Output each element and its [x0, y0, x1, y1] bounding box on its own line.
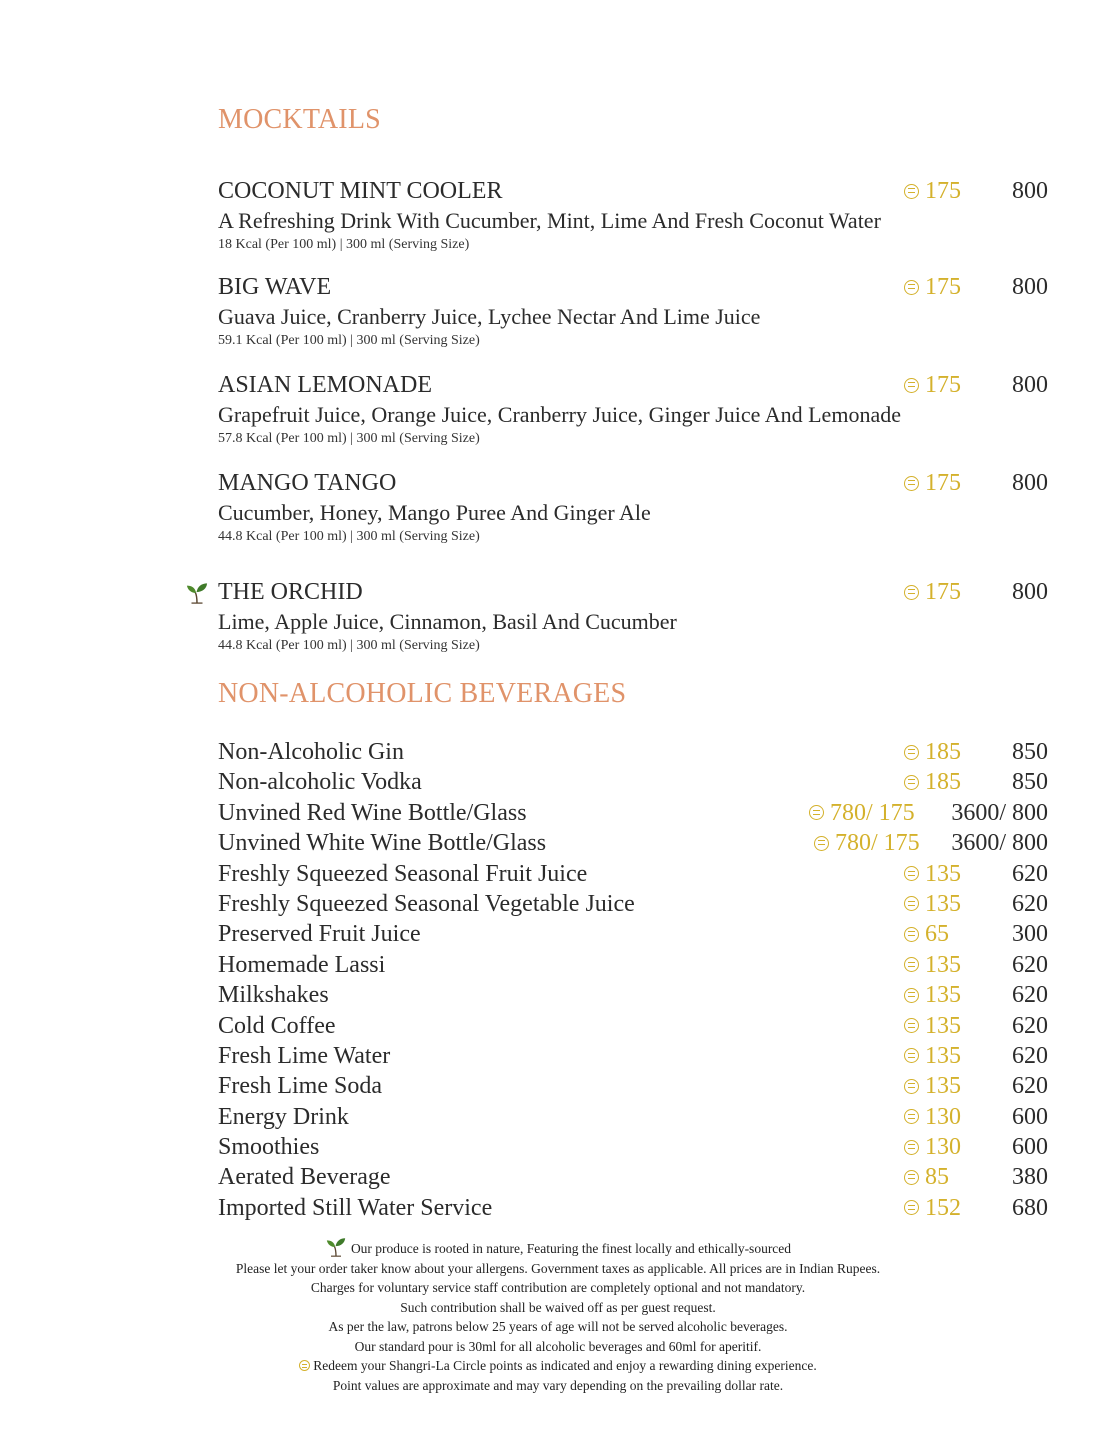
item-name: Non-alcoholic Vodka	[218, 769, 422, 796]
item-description: Cucumber, Honey, Mango Puree And Ginger Ale	[218, 500, 651, 525]
coin-icon	[904, 1140, 919, 1155]
item-description: A Refreshing Drink With Cucumber, Mint, Lime And Fresh Coconut Water	[218, 208, 881, 233]
item-name: Fresh Lime Soda	[218, 1073, 382, 1100]
item-points: 135	[904, 889, 961, 919]
item-name: Freshly Squeezed Seasonal Vegetable Juice	[218, 890, 635, 917]
coin-icon	[904, 1079, 919, 1094]
section-title-non-alcoholic-beverages: NON-ALCOHOLIC BEVERAGES	[218, 678, 627, 709]
coin-icon	[299, 1360, 310, 1371]
item-name: Milkshakes	[218, 982, 329, 1009]
coin-icon	[904, 745, 919, 760]
leaf-sprout-icon	[186, 582, 208, 604]
footer-pour: Our standard pour is 30ml for all alcoholic beverages and 60ml for aperitif.	[354, 1338, 762, 1354]
coin-icon	[904, 280, 919, 295]
list-item	[218, 950, 1048, 980]
item-price: 620	[1012, 1042, 1048, 1069]
list-item	[218, 980, 1048, 1010]
coin-icon	[904, 1170, 919, 1185]
item-points: 135	[904, 950, 961, 980]
leaf-sprout-icon	[325, 1237, 347, 1257]
item-name: Unvined White Wine Bottle/Glass	[218, 830, 547, 857]
coin-icon	[904, 476, 919, 491]
coin-icon	[904, 184, 919, 199]
item-points: 135	[904, 1041, 961, 1071]
menu-item	[218, 468, 1048, 546]
item-points: 175	[904, 468, 961, 498]
item-price: 850	[1012, 739, 1048, 765]
item-name: THE ORCHID	[218, 579, 363, 605]
item-description: Grapefruit Juice, Orange Juice, Cranberry Juice, Ginger Juice And Lemonade	[218, 402, 901, 427]
footer-allergens: Please let your order taker know about your allergens. Government taxes as applicable. All prices are in Indian Rupees.	[235, 1260, 881, 1276]
item-name: Preserved Fruit Juice	[218, 921, 421, 948]
item-price: 620	[1012, 951, 1048, 978]
item-points: 135	[904, 1071, 961, 1101]
item-name: COCONUT MINT COOLER	[218, 178, 503, 204]
item-price: 620	[1012, 1073, 1048, 1100]
list-item	[218, 1132, 1048, 1162]
item-price: 800	[1012, 579, 1048, 605]
list-item	[218, 1162, 1048, 1192]
list-item	[218, 859, 1048, 889]
coin-icon	[904, 585, 919, 600]
item-name: Smoothies	[218, 1134, 320, 1161]
item-points: 175	[904, 272, 961, 302]
coin-icon	[904, 957, 919, 972]
coin-icon	[904, 866, 919, 881]
item-calories: 44.8 Kcal (Per 100 ml) | 300 ml (Serving Size)	[218, 638, 480, 653]
item-name: Homemade Lassi	[218, 951, 386, 978]
item-description: Guava Juice, Cranberry Juice, Lychee Nectar And Lime Juice	[218, 304, 761, 329]
list-item	[218, 1011, 1048, 1041]
item-name: Cold Coffee	[218, 1012, 336, 1039]
list-item	[218, 828, 1048, 858]
footer-approx: Point values are approximate and may vary depending on the prevailing dollar rate.	[332, 1377, 784, 1393]
item-price: 620	[1012, 982, 1048, 1009]
item-points: 175	[904, 577, 961, 607]
item-points: 135	[904, 859, 961, 889]
coin-icon	[904, 775, 919, 790]
coin-icon	[814, 836, 829, 851]
item-name: BIG WAVE	[218, 274, 332, 300]
menu-item	[218, 370, 1048, 448]
item-price: 3600/ 800	[951, 830, 1048, 857]
item-points: 175	[904, 370, 961, 400]
list-item	[218, 919, 1048, 949]
item-price: 380	[1012, 1164, 1048, 1191]
item-calories: 59.1 Kcal (Per 100 ml) | 300 ml (Serving Size)	[218, 333, 480, 348]
item-points: 152	[904, 1193, 961, 1223]
item-name: MANGO TANGO	[218, 470, 397, 496]
item-description: Lime, Apple Juice, Cinnamon, Basil And Cucumber	[218, 609, 677, 634]
item-price: 800	[1012, 470, 1048, 496]
item-points: 185	[904, 737, 961, 767]
coin-icon	[904, 1018, 919, 1033]
coin-icon	[904, 1048, 919, 1063]
list-item	[218, 737, 1048, 767]
coin-icon	[904, 1200, 919, 1215]
item-points: 65	[904, 919, 949, 949]
footer-sustainable-note: Our produce is rooted in nature, Featuring the finest locally and ethically-sourced	[0, 1237, 1116, 1259]
item-price: 620	[1012, 890, 1048, 917]
item-points: 130	[904, 1102, 961, 1132]
coin-icon	[904, 378, 919, 393]
item-calories: 44.8 Kcal (Per 100 ml) | 300 ml (Serving Size)	[218, 529, 480, 544]
item-name: Aerated Beverage	[218, 1164, 391, 1191]
item-price: 600	[1012, 1134, 1048, 1161]
item-price: 3600/ 800	[951, 799, 1048, 826]
item-price: 620	[1012, 1012, 1048, 1039]
item-name: ASIAN LEMONADE	[218, 372, 432, 398]
menu-item	[218, 577, 1048, 655]
item-points: 780/ 175	[809, 798, 915, 828]
section-title-mocktails: MOCKTAILS	[218, 104, 381, 135]
list-item	[218, 1193, 1048, 1223]
item-points: 135	[904, 1011, 961, 1041]
item-price: 850	[1012, 769, 1048, 796]
coin-icon	[904, 988, 919, 1003]
footer-notes	[0, 1237, 1116, 1395]
list-item	[218, 889, 1048, 919]
list-item	[218, 1102, 1048, 1132]
item-points: 135	[904, 980, 961, 1010]
item-price: 300	[1012, 921, 1048, 948]
beverage-list	[218, 737, 1048, 1223]
item-price: 620	[1012, 860, 1048, 887]
item-name: Energy Drink	[218, 1103, 349, 1130]
item-points: 85	[904, 1162, 949, 1192]
item-points: 185	[904, 767, 961, 797]
item-name: Non-Alcoholic Gin	[218, 739, 404, 765]
item-price: 600	[1012, 1103, 1048, 1130]
coin-icon	[904, 927, 919, 942]
item-name: Fresh Lime Water	[218, 1042, 391, 1069]
item-points: 130	[904, 1132, 961, 1162]
footer-service-charge: Charges for voluntary service staff contribution are completely optional and not mandatory.	[310, 1280, 806, 1295]
footer-age-law: As per the law, patrons below 25 years of age will not be served alcoholic beverages.	[328, 1319, 788, 1334]
coin-icon	[809, 805, 824, 820]
menu-item	[218, 176, 1048, 254]
coin-icon	[904, 896, 919, 911]
list-item	[218, 798, 1048, 828]
menu-item	[218, 272, 1048, 350]
item-points: 175	[904, 176, 961, 206]
item-price: 800	[1012, 372, 1048, 398]
footer-redeem: Redeem your Shangri-La Circle points as indicated and enjoy a rewarding dining experience.	[0, 1356, 1116, 1376]
item-calories: 18 Kcal (Per 100 ml) | 300 ml (Serving Size)	[218, 237, 470, 252]
item-name: Unvined Red Wine Bottle/Glass	[218, 799, 527, 826]
coin-icon	[904, 1109, 919, 1124]
item-calories: 57.8 Kcal (Per 100 ml) | 300 ml (Serving Size)	[218, 431, 480, 446]
footer-waiver: Such contribution shall be waived off as per guest request.	[400, 1299, 716, 1315]
item-price: 680	[1012, 1194, 1048, 1221]
list-item	[218, 1071, 1048, 1101]
item-points: 780/ 175	[814, 828, 920, 858]
item-price: 800	[1012, 274, 1048, 300]
item-name: Freshly Squeezed Seasonal Fruit Juice	[218, 860, 588, 887]
item-name: Imported Still Water Service	[218, 1194, 493, 1221]
list-item	[218, 1041, 1048, 1071]
item-price: 800	[1012, 178, 1048, 204]
list-item	[218, 767, 1048, 797]
